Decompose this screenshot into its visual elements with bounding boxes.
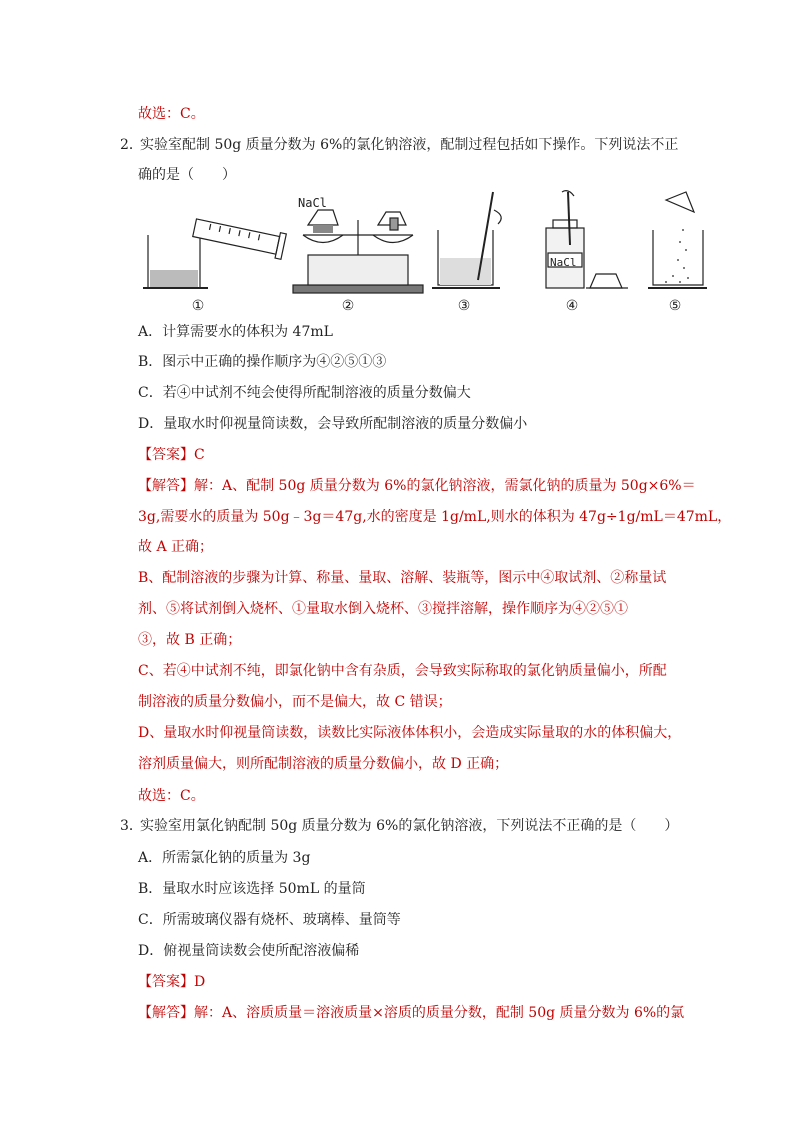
q2-analysis-text-1: 解：A、配制 50g 质量分数为 6%的氯化钠溶液，需氯化钠的质量为 50g×6%＝ [194, 478, 696, 494]
figure-1-pouring-water [143, 215, 286, 288]
q3-analysis-text-1: 解：A、溶质质量＝溶液质量×溶质的质量分数，配制 50g 质量分数为 6%的氯 [194, 1005, 685, 1021]
lab-operations-figure [138, 190, 708, 315]
figure-label-1: ① [191, 298, 205, 314]
q3-option-b: B．量取水时应该选择 50mL 的量筒 [138, 881, 366, 897]
q2-option-d: D．量取水时仰视量筒读数，会导致所配制溶液的质量分数偏小 [138, 416, 528, 432]
figure-label-5: ⑤ [668, 298, 682, 314]
q2-analysis-line-5: 剂、⑤将试剂倒入烧杯、①量取水倒入烧杯、③搅拌溶解，操作顺序为④②⑤① [138, 601, 628, 617]
q2-analysis-line-10: 溶剂质量偏大，则所配制溶液的质量分数偏小，故 D 正确； [138, 756, 509, 772]
q2-analysis-line-4: B、配制溶液的步骤为计算、称量、量取、溶解、装瓶等，图示中④取试剂、②称量试 [138, 570, 667, 586]
q2-analysis-line-8: 制溶液的质量分数偏小，而不是偏大，故 C 错误； [138, 694, 452, 710]
figure-label-3: ③ [457, 298, 471, 314]
q2-answer-label: 【答案】 [138, 447, 194, 463]
q2-stem-line2: 确的是（ ） [138, 167, 236, 183]
q3-stem: 实验室用氯化钠配制 50g 质量分数为 6%的氯化钠溶液，下列说法不正确的是（ ） [140, 818, 679, 834]
q3-option-c: C．所需玻璃仪器有烧杯、玻璃棒、量筒等 [138, 912, 401, 928]
q2-analysis-line-9: D、量取水时仰视量筒读数，读数比实际液体体积小，会造成实际量取的水的体积偏大， [138, 725, 682, 741]
q2-analysis-line-6: ③，故 B 正确； [138, 632, 242, 648]
q2-analysis-label: 【解答】 [138, 478, 194, 494]
q2-option-a: A．计算需要水的体积为 47mL [138, 324, 333, 340]
nacl-label-bottle: NaCl [550, 256, 577, 269]
figure-5-adding-solute [648, 192, 707, 288]
q3-answer-value: D [194, 974, 206, 990]
q2-analysis-line-7: C、若④中试剂不纯，即氯化钠中含有杂质，会导致实际称取的氯化钠质量偏小，所配 [138, 663, 667, 679]
q3-number: 3． [120, 818, 143, 834]
q2-answer-value: C [194, 447, 205, 463]
lab-operations-diagram [138, 190, 708, 315]
q3-answer-label: 【答案】 [138, 974, 194, 990]
figure-4-taking-reagent [546, 191, 628, 288]
figure-3-stirring [432, 192, 501, 288]
nacl-label-balance: NaCl [298, 196, 327, 210]
q3-option-d: D．俯视量筒读数会使所配溶液偏稀 [138, 943, 360, 959]
prev-conclusion: 故选：C。 [138, 106, 205, 122]
q2-number: 2． [120, 137, 143, 153]
figure-label-2: ② [341, 298, 355, 314]
q3-analysis-line-1 [138, 1003, 684, 1023]
q2-option-b: B．图示中正确的操作顺序为④②⑤①③ [138, 354, 387, 370]
q2-analysis-line-2: 3g,需要水的质量为 50g﹣3g＝47g,水的密度是 1g/mL,则水的体积为 47g÷1g/mL＝47mL， [138, 509, 732, 525]
q2-analysis-line-1 [138, 476, 696, 496]
q3-answer [138, 972, 205, 992]
q2-conclusion: 故选：C。 [138, 788, 205, 804]
q3-option-a: A．所需氯化钠的质量为 3g [138, 850, 311, 866]
q2-analysis-line-3: 故 A 正确； [138, 539, 214, 555]
figure-2-weighing [293, 210, 423, 293]
q2-option-c: C．若④中试剂不纯会使得所配制溶液的质量分数偏大 [138, 385, 471, 401]
figure-label-4: ④ [565, 298, 579, 314]
q2-stem-line1: 实验室配制 50g 质量分数为 6%的氯化钠溶液，配制过程包括如下操作。下列说法不正 [140, 137, 679, 153]
q2-answer [138, 445, 205, 465]
q3-analysis-label: 【解答】 [138, 1005, 194, 1021]
